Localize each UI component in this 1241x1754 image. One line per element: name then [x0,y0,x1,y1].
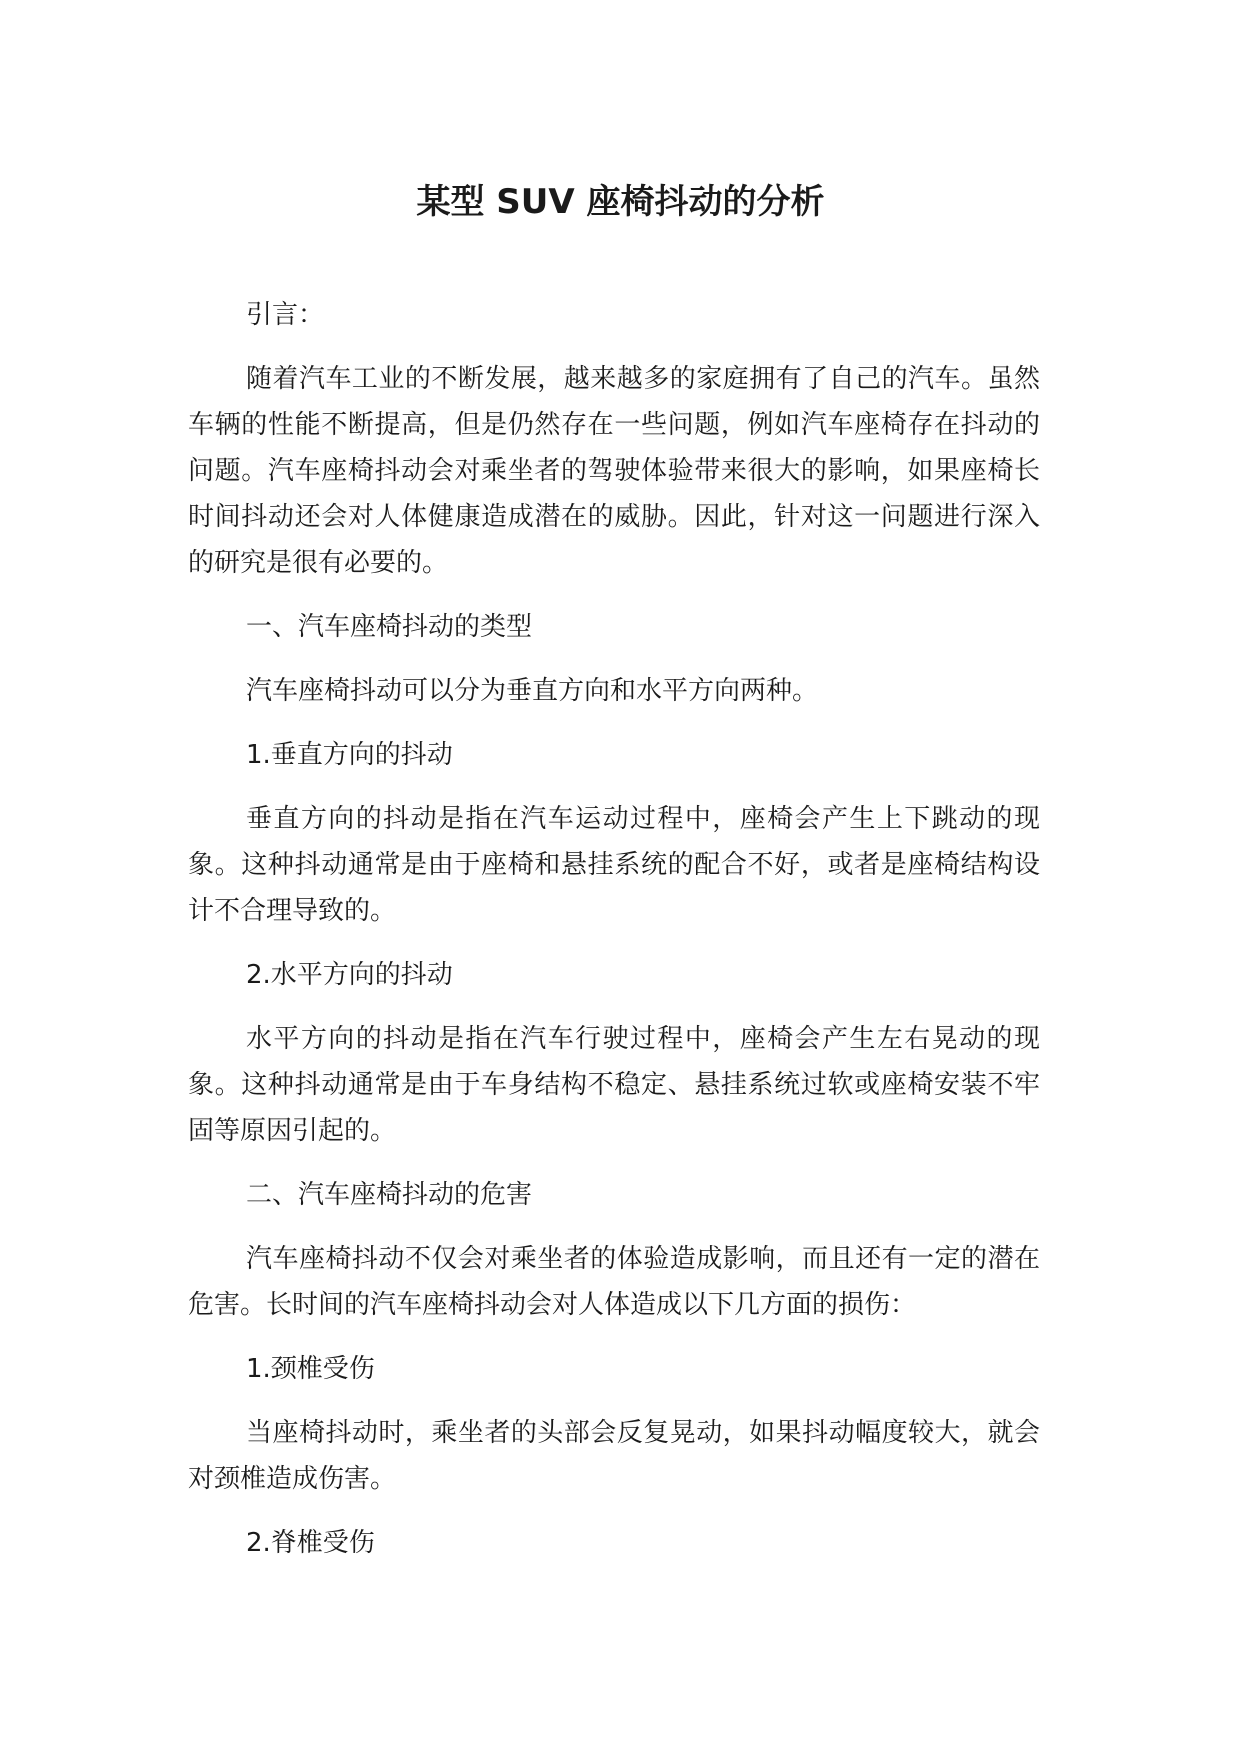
paragraph-intro-label: 引言： [246,300,325,330]
heading-neck: 1.颈椎受伤 [246,1354,375,1384]
heading-section-2: 二、汽车座椅抖动的危害 [246,1180,533,1210]
paragraph-vertical: 垂直方向的抖动是指在汽车运动过程中，座椅会产生上下跳动的现象。这种抖动通常是由于座椅和悬挂系统的配合不好，或者是座椅结构设计不合理导致的。 [188,804,1040,926]
paragraph-hazards: 汽车座椅抖动不仅会对乘坐者的体验造成影响，而且还有一定的潜在危害。长时间的汽车座椅抖动会对人体造成以下几方面的损伤： [188,1244,1040,1320]
document-body [188,292,1040,1584]
document-title: 某型 SUV 座椅抖动的分析 [416,182,825,222]
heading-horizontal: 2.水平方向的抖动 [246,960,453,990]
paragraph-neck: 当座椅抖动时，乘坐者的头部会反复晃动，如果抖动幅度较大，就会对颈椎造成伤害。 [188,1418,1040,1494]
heading-vertical: 1.垂直方向的抖动 [246,740,453,770]
paragraph-intro: 随着汽车工业的不断发展，越来越多的家庭拥有了自己的汽车。虽然车辆的性能不断提高，但是仍然存在一些问题，例如汽车座椅存在抖动的问题。汽车座椅抖动会对乘坐者的驾驶体验带来很大的影响，如果座椅长时间抖动还会对人体健康造成潜在的威胁。因此，针对这一问题进行深入的研究是很有必要的。 [188,364,1040,578]
heading-section-1: 一、汽车座椅抖动的类型 [246,612,533,642]
heading-spine: 2.脊椎受伤 [246,1528,375,1558]
paragraph-horizontal: 水平方向的抖动是指在汽车行驶过程中，座椅会产生左右晃动的现象。这种抖动通常是由于车身结构不稳定、悬挂系统过软或座椅安装不牢固等原因引起的。 [188,1024,1040,1146]
paragraph-types: 汽车座椅抖动可以分为垂直方向和水平方向两种。 [246,676,819,706]
